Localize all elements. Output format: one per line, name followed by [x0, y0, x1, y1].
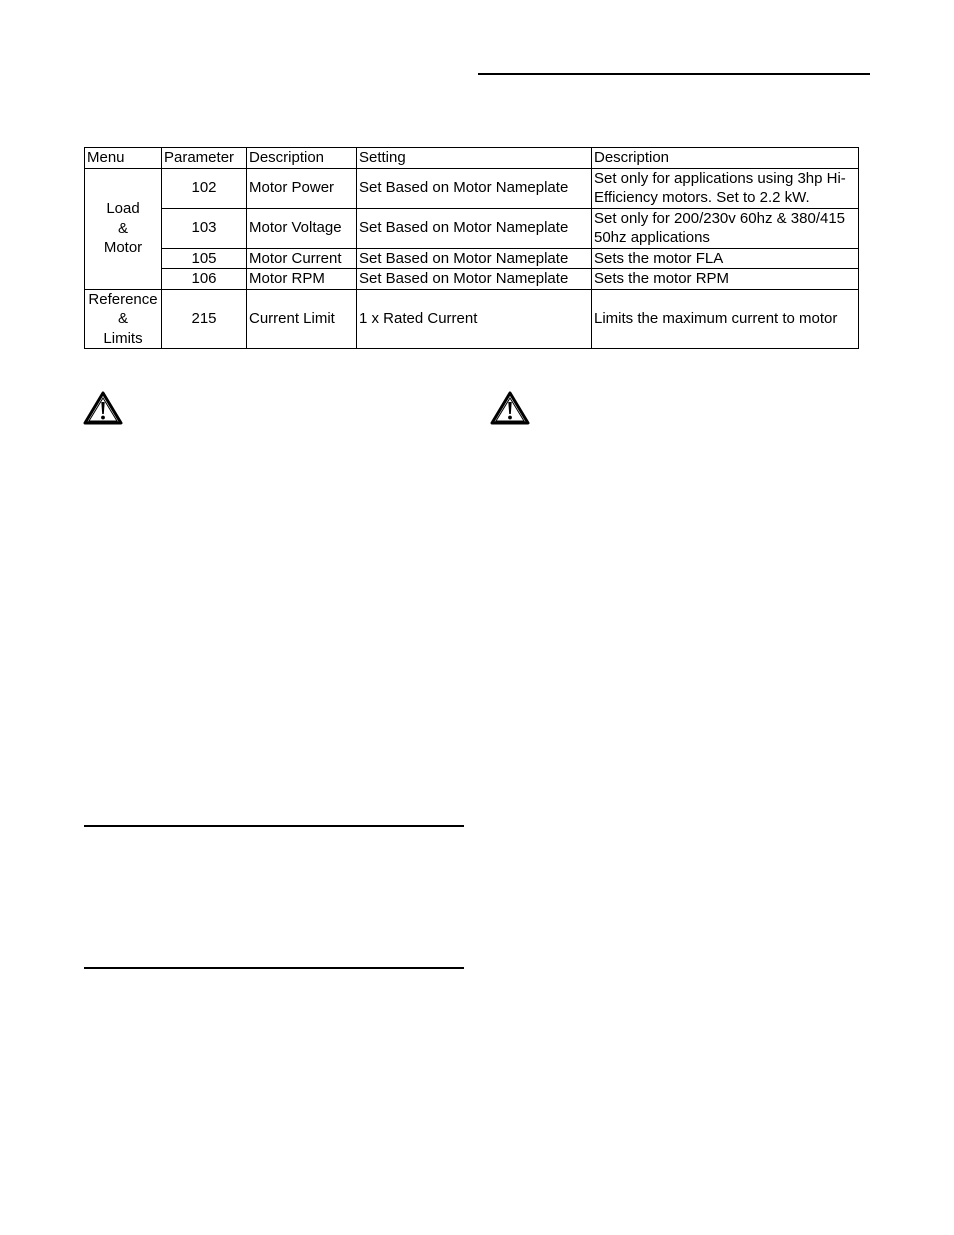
header-setting: Setting: [357, 148, 592, 169]
menu-line: Motor: [103, 239, 143, 257]
parameter-cell: 105: [162, 248, 247, 269]
menu-line: Load: [106, 200, 140, 218]
header-parameter: Parameter: [162, 148, 247, 169]
header-menu: Menu: [85, 148, 162, 169]
setting-cell: 1 x Rated Current: [357, 289, 592, 349]
menu-line: Limits: [103, 329, 143, 347]
description-cell: Motor RPM: [247, 269, 357, 290]
menu-line: &: [117, 219, 128, 237]
section-rule-middle: [84, 825, 464, 827]
table-row: [85, 168, 859, 208]
setting-cell: Set Based on Motor Nameplate: [357, 269, 592, 290]
description-cell: Motor Current: [247, 248, 357, 269]
menu-cell-load-motor: [85, 168, 162, 289]
parameter-cell: 103: [162, 208, 247, 248]
header-notes: Description: [592, 148, 859, 169]
setting-cell: Set Based on Motor Nameplate: [357, 208, 592, 248]
section-rule-bottom: [84, 967, 464, 969]
warning-triangle-icon: [490, 391, 530, 425]
menu-cell-reference-limits: [85, 289, 162, 349]
notes-cell: Set only for 200/230v 60hz & 380/415 50hz applications: [592, 208, 859, 248]
table-row: [85, 289, 859, 349]
setting-cell: Set Based on Motor Nameplate: [357, 248, 592, 269]
notes-cell: Limits the maximum current to motor: [592, 289, 859, 349]
parameter-cell: 215: [162, 289, 247, 349]
table-row: [85, 208, 859, 248]
parameter-cell: 102: [162, 168, 247, 208]
notes-cell: Sets the motor FLA: [592, 248, 859, 269]
description-cell: Current Limit: [247, 289, 357, 349]
notes-cell: Set only for applications using 3hp Hi-Efficiency motors. Set to 2.2 kW.: [592, 168, 859, 208]
description-cell: Motor Voltage: [247, 208, 357, 248]
menu-line: Reference: [88, 290, 158, 308]
parameter-cell: 106: [162, 269, 247, 290]
table-row: [85, 248, 859, 269]
warning-triangle-icon: [83, 391, 123, 425]
table-row: [85, 269, 859, 290]
header-description: Description: [247, 148, 357, 169]
section-rule-top: [478, 73, 870, 75]
setting-cell: Set Based on Motor Nameplate: [357, 168, 592, 208]
menu-line: &: [117, 310, 128, 327]
table-header-row: [85, 148, 859, 169]
description-cell: Motor Power: [247, 168, 357, 208]
notes-cell: Sets the motor RPM: [592, 269, 859, 290]
parameter-table: [84, 147, 859, 349]
